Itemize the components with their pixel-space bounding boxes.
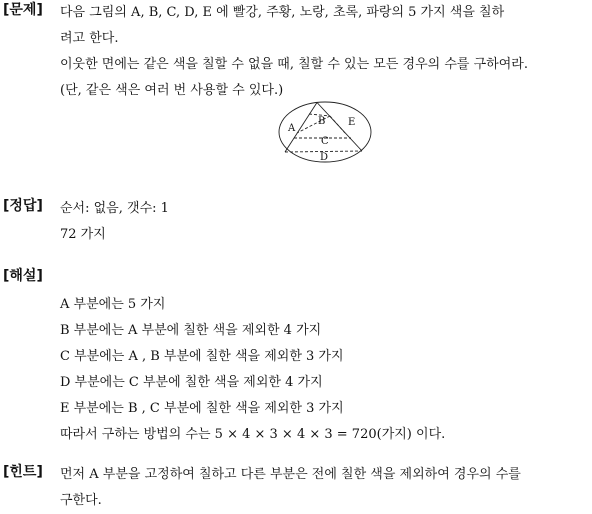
- problem-line-3: 이웃한 면에는 같은 색을 칠할 수 없을 때, 칠할 수 있는 모든 경우의 수를 구하여라.: [60, 57, 528, 72]
- diagram-label-b: B: [318, 116, 326, 127]
- explanation-line-2: B 부분에는 A 부분에 칠한 색을 제외한 4 가지: [60, 323, 322, 338]
- problem-line-2: 려고 한다.: [60, 31, 119, 46]
- problem-line-4: (단, 같은 색은 여러 번 사용할 수 있다.): [60, 83, 284, 98]
- hint-body: [60, 462, 588, 514]
- diagram-label-a: A: [288, 123, 296, 134]
- hint-line-1: 먼저 A 부분을 고정하여 칠하고 다른 부분은 전에 칠한 색을 제외하여 경우의 수를: [60, 467, 521, 482]
- problem-tag: [문제]: [3, 2, 43, 18]
- diagram-label-e: E: [348, 117, 356, 128]
- answer-body: [60, 196, 588, 248]
- answer-line-2: 72 가지: [60, 227, 106, 242]
- explanation-tag: [해설]: [3, 268, 43, 284]
- explanation-line-4: D 부분에는 C 부분에 칠한 색을 제외한 4 가지: [60, 375, 323, 390]
- diagram-label-c: C: [321, 136, 329, 147]
- problem-line-1: 다음 그림의 A, B, C, D, E 에 빨강, 주황, 노랑, 초록, 파랑의 5 가지 색을 칠하: [60, 5, 505, 20]
- answer-tag: [정답]: [3, 198, 43, 214]
- explanation-line-5: E 부분에는 B , C 부분에 칠한 색을 제외한 3 가지: [60, 401, 344, 416]
- explanation-line-3: C 부분에는 A , B 부분에 칠한 색을 제외한 3 가지: [60, 349, 344, 364]
- region-diagram: [276, 100, 376, 166]
- explanation-line-6: 따라서 구하는 방법의 수는 5 × 4 × 3 × 4 × 3 = 720(가지) 이다.: [60, 427, 446, 442]
- hint-tag: [힌트]: [3, 464, 43, 480]
- diagram-label-d: D: [320, 152, 329, 163]
- answer-line-1: 순서: 없음, 갯수: 1: [60, 201, 169, 216]
- explanation-body: [60, 292, 588, 448]
- hint-line-2: 구한다.: [60, 493, 102, 508]
- problem-body: [60, 0, 588, 104]
- explanation-line-1: A 부분에는 5 가지: [60, 297, 166, 312]
